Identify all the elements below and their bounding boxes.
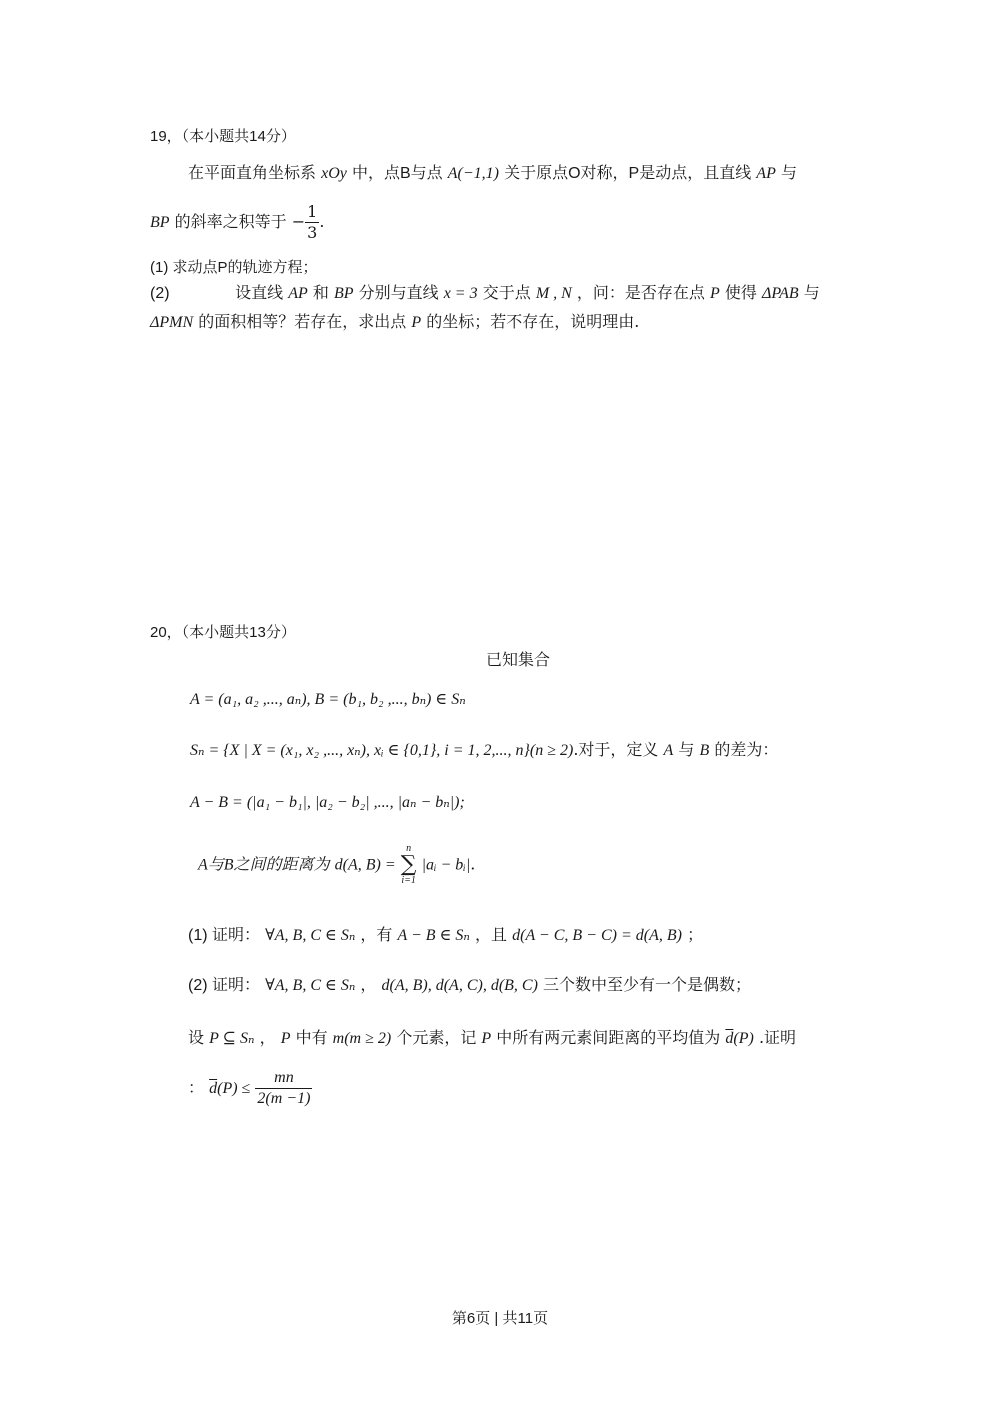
fraction-mn <box>255 1070 312 1107</box>
frac-num: mn <box>255 1070 312 1089</box>
var-p: P <box>411 314 422 331</box>
q19-part2 <box>150 283 820 303</box>
point-a: A(−1,1) <box>447 165 499 182</box>
d-bar: $\overline{d}$ <box>209 1080 218 1097</box>
math-expr: (P) ≤ <box>217 1080 251 1097</box>
math-expr: A − B ∈ Sₙ <box>397 927 470 944</box>
part-label: (1) 证明： <box>188 927 261 944</box>
q20-center-text: 已知集合 <box>486 650 551 669</box>
q20-text: .证明 <box>758 1028 797 1047</box>
q20-text: ，且 <box>475 925 508 944</box>
var-p: P <box>280 1030 291 1047</box>
q19-text: 和 <box>312 283 329 302</box>
q19-text: 设直线 <box>235 283 284 302</box>
math-expr: P ⊆ Sₙ <box>209 1030 255 1047</box>
q20-text: 中有 <box>295 1028 328 1047</box>
q19-text: 使得 <box>724 283 757 302</box>
distance-def: d(A, B) = <box>334 856 396 874</box>
sum-upper: n <box>406 843 412 854</box>
var-a: A <box>663 742 674 759</box>
var-ap: AP <box>288 285 308 302</box>
var-bp: BP <box>333 285 354 302</box>
q19-text: 与 <box>780 163 797 182</box>
var-p: P <box>481 1030 492 1047</box>
frac-num: 1 <box>307 202 318 221</box>
q20-distance <box>198 844 475 886</box>
d-bar: $\overline{d}$ <box>725 1030 734 1047</box>
q19-part1: (1) 求动点P的轨迹方程； <box>150 259 318 276</box>
q19-line1 <box>188 163 797 183</box>
q19-text: 交于点 <box>482 283 531 302</box>
q20-part3 <box>188 1028 796 1048</box>
q20-part2 <box>188 975 751 995</box>
frac-den: 2(m −1) <box>257 1090 311 1107</box>
q20-text: ， <box>259 1028 276 1047</box>
q20-text: 的差为： <box>714 740 779 759</box>
q20-text: .对于，定义 <box>573 740 659 759</box>
q20-text: ： <box>188 1078 205 1097</box>
q20-part1 <box>188 925 703 945</box>
q19-text: 与 <box>803 283 820 302</box>
q19-text: 在平面直角坐标系 <box>188 163 317 182</box>
q19-part2-line2 <box>150 312 639 332</box>
var-xoy: xOy <box>321 165 347 182</box>
q20-text: 与 <box>678 740 695 759</box>
q20-text: 个元素，记 <box>396 1028 477 1047</box>
triangle-pab: ΔPAB <box>762 285 799 302</box>
math-expr: (P) <box>733 1030 754 1047</box>
points-mn: M , N <box>535 285 572 302</box>
q19-text: 中，点B与点 <box>351 165 443 182</box>
math-expr: d(A, B), d(A, C), d(B, C) <box>381 977 538 994</box>
q20-part3-line2 <box>188 1070 312 1107</box>
part-label: (2) 证明： <box>188 977 261 994</box>
q20-text: ， <box>360 975 377 994</box>
q20-text: A与B之间的距离为 <box>198 856 330 874</box>
period: . <box>319 212 325 231</box>
math-expr: d(A − C, B − C) = d(A, B) <box>512 927 682 944</box>
neg-sign: − <box>291 212 306 231</box>
q20-text: ； <box>687 925 704 944</box>
q19-line2 <box>150 204 324 241</box>
frac-den: 3 <box>307 223 318 242</box>
q19-text: 的面积相等？若存在，求出点 <box>198 312 407 331</box>
fraction-one-third <box>305 204 319 241</box>
q19-heading: 19，（本小题共14分） <box>150 128 296 145</box>
sum-term: |aᵢ − bᵢ| <box>421 856 471 874</box>
var-p: P <box>710 285 720 302</box>
page-footer: 第6页 | 共11页 <box>451 1310 549 1327</box>
q20-text: ，有 <box>360 925 393 944</box>
q19-text: 的坐标；若不存在，说明理由. <box>426 312 640 331</box>
q19-text: 关于原点O对称，P是动点，且直线 <box>504 165 752 182</box>
var-b: B <box>699 742 710 759</box>
q20-heading: 20，（本小题共13分） <box>150 624 296 641</box>
q20-text: 三个数中至少有一个是偶数； <box>543 975 752 994</box>
triangle-pmn: ΔPMN <box>150 314 194 331</box>
var-ap: AP <box>756 165 776 182</box>
forall-expr: ∀A, B, C ∈ Sₙ <box>265 927 356 944</box>
period: . <box>470 854 476 874</box>
math-expr: m(m ≥ 2) <box>332 1030 392 1047</box>
q20-text: 中所有两元素间距离的平均值为 <box>496 1028 721 1047</box>
summation <box>401 844 417 886</box>
q19-text: 的斜率之积等于 <box>174 212 287 231</box>
forall-expr: ∀A, B, C ∈ Sₙ <box>265 977 356 994</box>
q19-text: 分别与直线 <box>358 283 439 302</box>
sum-lower: i=1 <box>401 875 416 886</box>
part-label: (2) <box>150 285 170 302</box>
sum-symbol: ∑ <box>400 852 417 877</box>
set-sn-def: Sₙ = {X | X = (x₁, x₂ ,..., xₙ), xᵢ ∈ {0,1}, i = 1, 2,..., n}(n ≥ 2) <box>190 742 574 759</box>
line-equation: x = 3 <box>443 285 478 302</box>
q20-set-ab: A = (a₁, a₂ ,..., aₙ), B = (b₁, b₂ ,..., bₙ) ∈ Sₙ <box>190 691 466 708</box>
q19-text: ，问：是否存在点 <box>576 283 705 302</box>
q20-set-sn <box>190 740 778 760</box>
q20-difference: A − B = (|a₁ − b₁|, |a₂ − b₂| ,..., |aₙ − bₙ|); <box>190 794 465 811</box>
var-bp: BP <box>150 214 170 231</box>
q20-text: 设 <box>188 1028 205 1047</box>
